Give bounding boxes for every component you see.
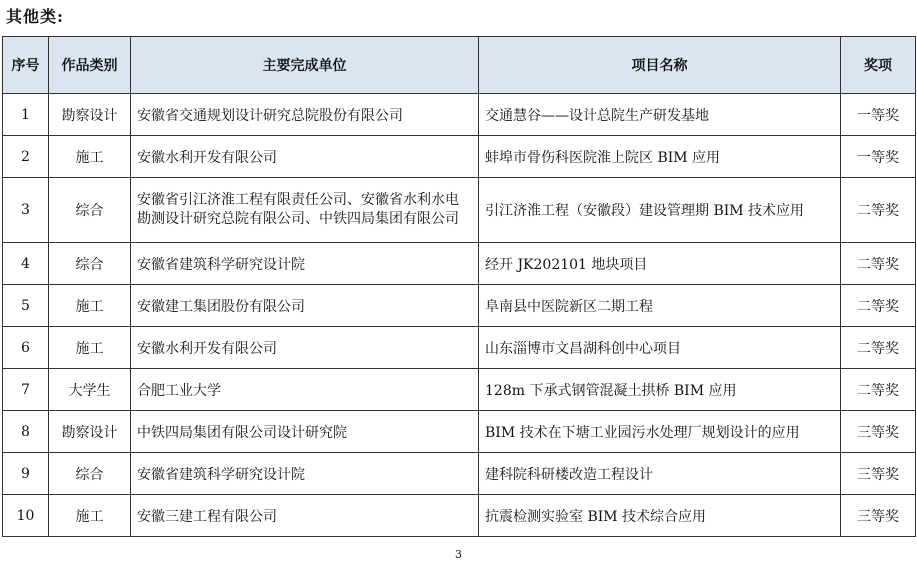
row-award: 三等奖 [841, 453, 916, 495]
header-category: 作品类别 [49, 37, 131, 94]
row-number: 9 [3, 453, 49, 495]
row-award: 二等奖 [841, 369, 916, 411]
row-project: 交通慧谷——设计总院生产研发基地 [479, 94, 841, 136]
row-number: 1 [3, 94, 49, 136]
row-award: 一等奖 [841, 136, 916, 178]
table-row [3, 178, 916, 243]
table-row [3, 136, 916, 178]
row-award: 二等奖 [841, 327, 916, 369]
row-unit: 安徽建工集团股份有限公司 [131, 285, 479, 327]
header-award: 奖项 [841, 37, 916, 94]
row-number: 8 [3, 411, 49, 453]
row-award: 二等奖 [841, 243, 916, 285]
awards-table [2, 36, 916, 537]
row-award: 一等奖 [841, 94, 916, 136]
table-header-row [3, 37, 916, 94]
table-row [3, 285, 916, 327]
table-row [3, 243, 916, 285]
row-project: 建科院科研楼改造工程设计 [479, 453, 841, 495]
row-number: 3 [3, 178, 49, 243]
row-project: 经开 JK202101 地块项目 [479, 243, 841, 285]
row-category: 施工 [49, 136, 131, 178]
row-project: BIM 技术在下塘工业园污水处理厂规划设计的应用 [479, 411, 841, 453]
row-category: 勘察设计 [49, 94, 131, 136]
header-no: 序号 [3, 37, 49, 94]
header-unit: 主要完成单位 [131, 37, 479, 94]
row-number: 6 [3, 327, 49, 369]
row-project: 引江济淮工程（安徽段）建设管理期 BIM 技术应用 [479, 178, 841, 243]
row-number: 7 [3, 369, 49, 411]
table-row [3, 411, 916, 453]
page-number: 3 [455, 548, 462, 561]
row-category: 施工 [49, 285, 131, 327]
header-project: 项目名称 [479, 37, 841, 94]
row-project: 阜南县中医院新区二期工程 [479, 285, 841, 327]
row-award: 二等奖 [841, 285, 916, 327]
row-award: 三等奖 [841, 411, 916, 453]
row-project: 蚌埠市骨伤科医院淮上院区 BIM 应用 [479, 136, 841, 178]
table-row [3, 369, 916, 411]
row-unit: 安徽水利开发有限公司 [131, 327, 479, 369]
row-award: 三等奖 [841, 495, 916, 537]
row-number: 10 [3, 495, 49, 537]
row-unit: 合肥工业大学 [131, 369, 479, 411]
row-award: 二等奖 [841, 178, 916, 243]
row-unit: 中铁四局集团有限公司设计研究院 [131, 411, 479, 453]
row-unit: 安徽水利开发有限公司 [131, 136, 479, 178]
table-row [3, 495, 916, 537]
row-unit: 安徽省引江济淮工程有限责任公司、安徽省水利水电勘测设计研究总院有限公司、中铁四局集团有限公司 [131, 178, 479, 243]
table-row [3, 94, 916, 136]
row-project: 128m 下承式钢管混凝土拱桥 BIM 应用 [479, 369, 841, 411]
row-number: 5 [3, 285, 49, 327]
row-unit: 安徽省建筑科学研究设计院 [131, 243, 479, 285]
row-number: 4 [3, 243, 49, 285]
row-unit: 安徽三建工程有限公司 [131, 495, 479, 537]
row-category: 大学生 [49, 369, 131, 411]
row-category: 综合 [49, 178, 131, 243]
section-title: 其他类: [6, 7, 64, 26]
row-category: 施工 [49, 327, 131, 369]
row-category: 综合 [49, 243, 131, 285]
row-unit: 安徽省交通规划设计研究总院股份有限公司 [131, 94, 479, 136]
row-category: 施工 [49, 495, 131, 537]
row-number: 2 [3, 136, 49, 178]
row-project: 山东淄博市文昌湖科创中心项目 [479, 327, 841, 369]
row-project: 抗震检测实验室 BIM 技术综合应用 [479, 495, 841, 537]
table-row [3, 327, 916, 369]
row-unit: 安徽省建筑科学研究设计院 [131, 453, 479, 495]
row-category: 勘察设计 [49, 411, 131, 453]
row-category: 综合 [49, 453, 131, 495]
table-row [3, 453, 916, 495]
